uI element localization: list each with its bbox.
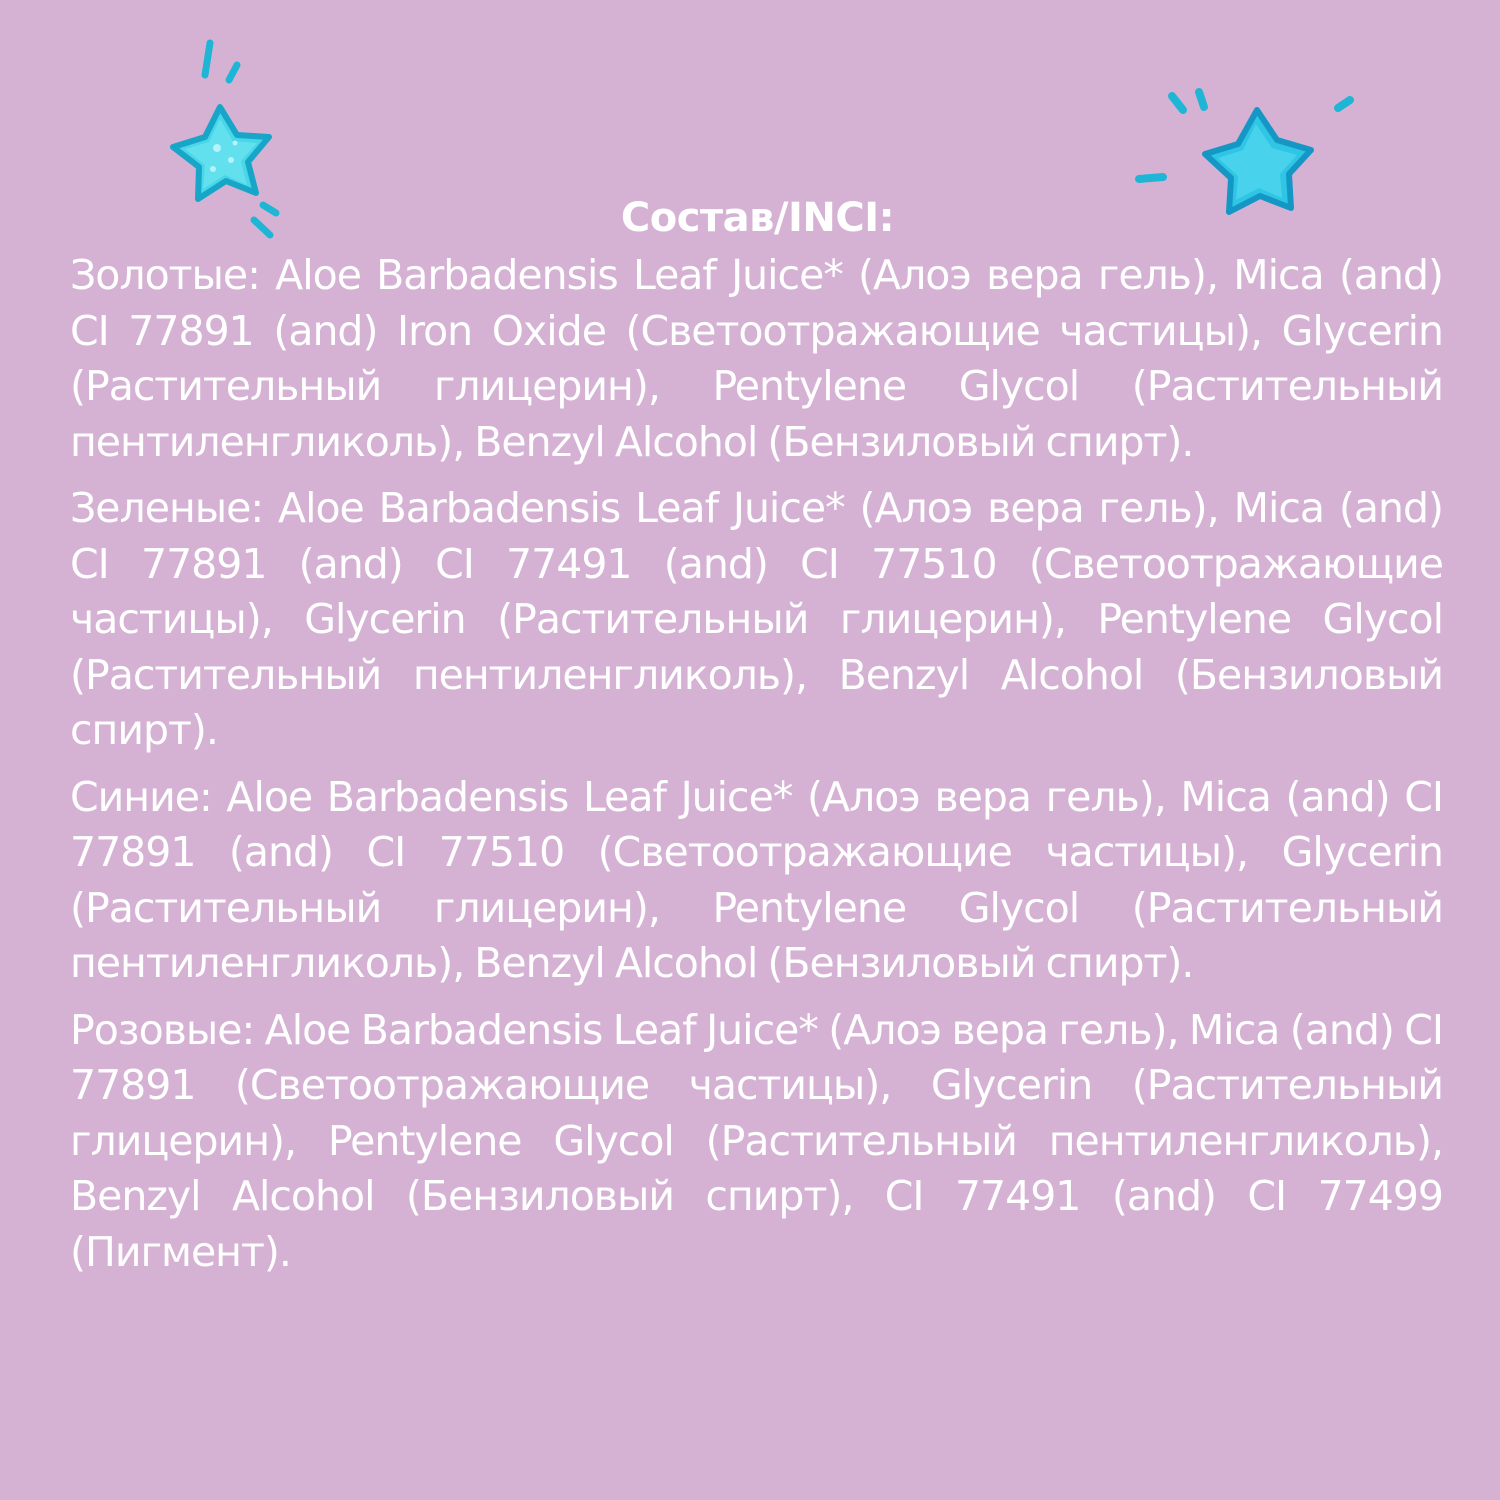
- composition-title: Состав/INCI:: [620, 195, 895, 241]
- ingredients-list: [70, 248, 1443, 1291]
- ingredients-gold: Золотые: Aloe Barbadensis Leaf Juice* (Алоэ вера гель), Mica (and) CI 77891 (and) Iron Oxide (Светоотражающие частицы), Glycerin (Растительный глицерин), Pentylene Glycol (Растительный пентиленгликоль), Benzyl Alcohol (Бензиловый спирт).: [70, 251, 1443, 466]
- ingredients-green: Зеленые: Aloe Barbadensis Leaf Juice* (Алоэ вера гель), Mica (and) CI 77891 (and) CI 77491 (and) CI 77510 (Светоотражающие частицы), Glycerin (Растительный глицерин), Pentylene Glycol (Растительный пентиленгликоль), Benzyl Alcohol (Бензиловый спирт).: [70, 484, 1443, 754]
- ingredients-pink: Розовые: Aloe Barbadensis Leaf Juice* (Алоэ вера гель), Mica (and) CI 77891 (Светоотражающие частицы), Glycerin (Растительный глицерин), Pentylene Glycol (Растительный пентиленгликоль), Benzyl Alcohol (Бензиловый спирт), CI 77491 (and) CI 77499 (Пигмент).: [70, 1005, 1443, 1276]
- ingredients-blue: Синие: Aloe Barbadensis Leaf Juice* (Алоэ вера гель), Mica (and) CI 77891 (and) CI 77510 (Светоотражающие частицы), Glycerin (Растительный глицерин), Pentylene Glycol (Растительный пентиленгликоль), Benzyl Alcohol (Бензиловый спирт).: [70, 772, 1443, 987]
